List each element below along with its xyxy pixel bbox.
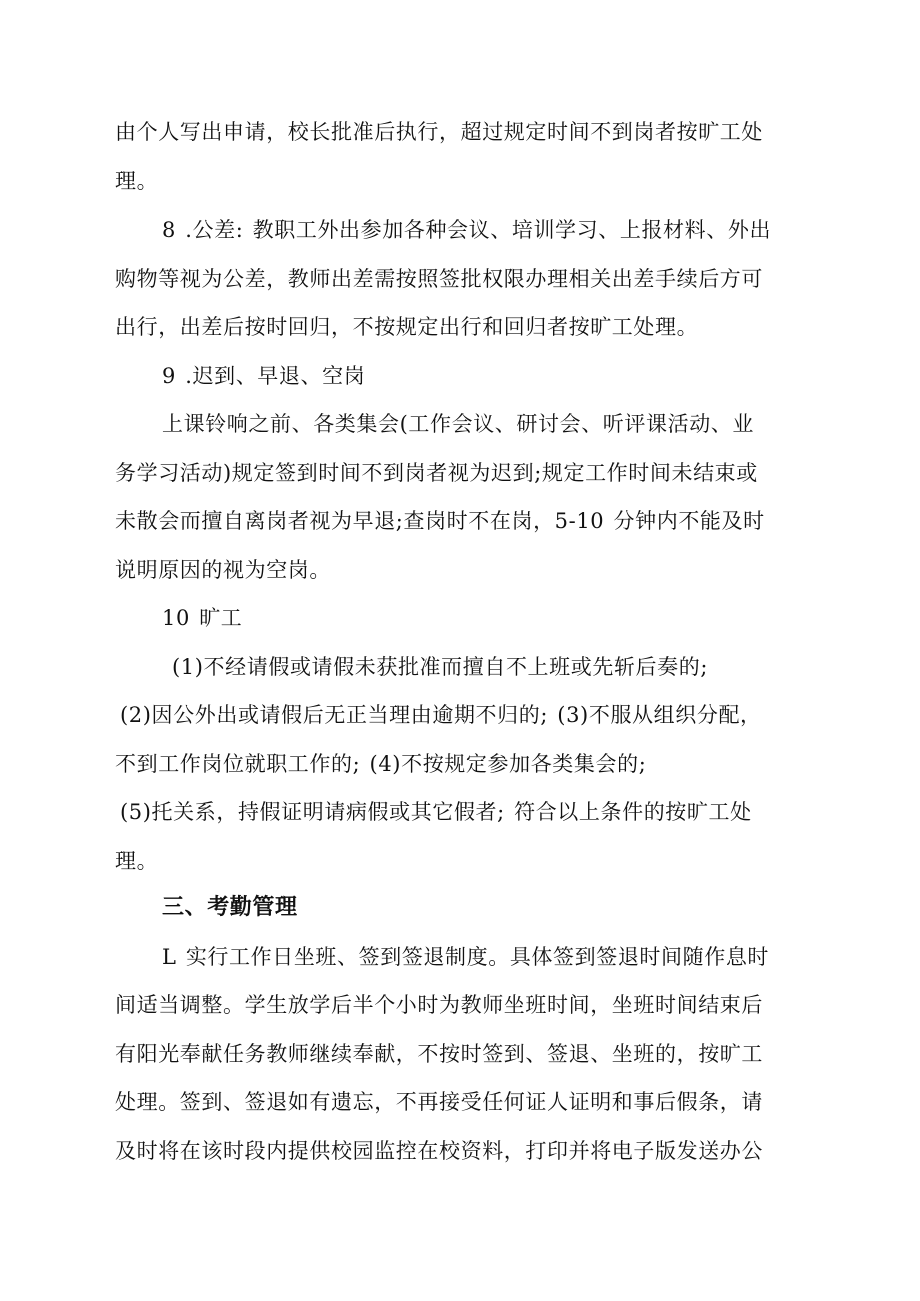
item-9-heading: 9 .迟到、早退、空岗 bbox=[162, 364, 366, 388]
item-8-line-1: 8 .公差: 教职工外出参加各种会议、培训学习、上报材料、外出 bbox=[162, 218, 772, 242]
item-8-line-2: 购物等视为公差，教师出差需按照签批权限办理相关出差手续后方可 bbox=[115, 267, 763, 291]
item-9-line-3: 未散会而擅自离岗者视为早退;查岗时不在岗，5-10 分钟内不能及时 bbox=[115, 509, 765, 533]
section-heading-attendance-management: 三、考勤管理 bbox=[162, 895, 298, 920]
item-10-clause-3-4: 不到工作岗位就职工作的; (4)不按规定参加各类集会的; bbox=[115, 752, 647, 776]
rule-1-line-4: 处理。签到、签退如有遗忘，不再接受任何证人证明和事后假条，请 bbox=[115, 1090, 763, 1114]
item-9-line-4: 说明原因的视为空岗。 bbox=[115, 558, 331, 582]
item-9-line-1: 上课铃响之前、各类集会(工作会议、研讨会、听评课活动、业 bbox=[162, 412, 754, 436]
item-9-line-2: 务学习活动)规定签到时间不到岗者视为迟到;规定工作时间未结束或 bbox=[115, 461, 758, 485]
paragraph-line-1: 由个人写出申请，校长批准后执行，超过规定时间不到岗者按旷工处 bbox=[115, 120, 763, 144]
item-10-clause-5: (5)托关系，持假证明请病假或其它假者; 符合以上条件的按旷工处 bbox=[120, 800, 752, 824]
paragraph-line-2: 理。 bbox=[115, 169, 159, 193]
rule-1-line-1: L 实行工作日坐班、签到签退制度。具体签到签退时间随作息时 bbox=[162, 945, 770, 969]
rule-1-line-2: 间适当调整。学生放学后半个小时为教师坐班时间，坐班时间结束后 bbox=[115, 993, 763, 1017]
item-8-line-3: 出行，出差后按时回归，不按规定出行和回归者按旷工处理。 bbox=[115, 315, 699, 339]
item-10-clause-5-end: 理。 bbox=[115, 849, 159, 873]
rule-1-line-3: 有阳光奉献任务教师继续奉献，不按时签到、签退、坐班的，按旷工 bbox=[115, 1042, 763, 1066]
rule-1-line-5: 及时将在该时段内提供校园监控在校资料，打印并将电子版发送办公 bbox=[115, 1139, 763, 1163]
item-10-clause-2-3: (2)因公外出或请假后无正当理由逾期不归的; (3)不服从组织分配， bbox=[120, 703, 762, 727]
item-10-heading: 10 旷工 bbox=[162, 606, 243, 630]
item-10-clause-1: (1)不经请假或请假未获批准而擅自不上班或先斩后奏的; bbox=[172, 655, 709, 679]
